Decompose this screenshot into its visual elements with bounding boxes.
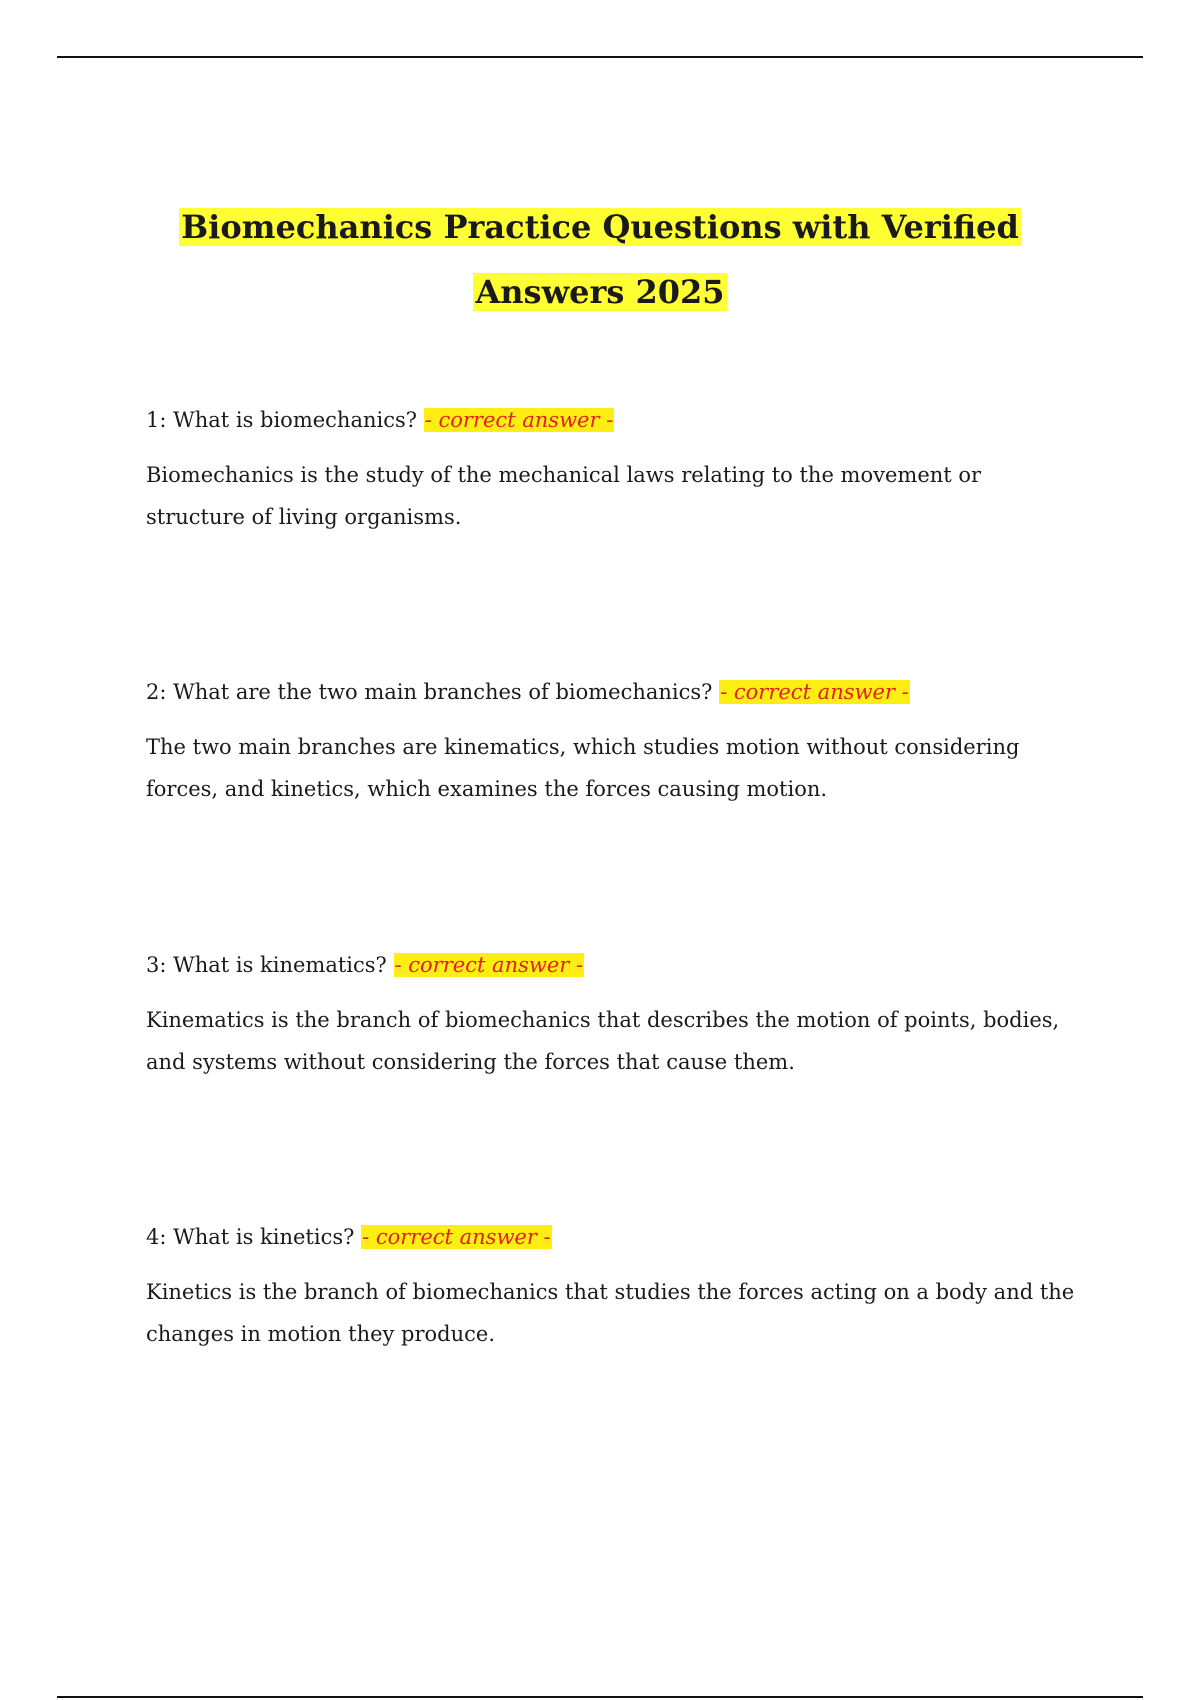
document-title — [100, 195, 1100, 325]
question-text: 2: What are the two main branches of biomechanics? — [146, 680, 713, 704]
title-line-1: Biomechanics Practice Questions with Verified — [181, 208, 1019, 246]
question-2 — [146, 677, 1086, 707]
answer-2: The two main branches are kinematics, which studies motion without considering forces, and kinetics, which examines the forces causing motion. — [146, 735, 1020, 801]
correct-answer-tag: - correct answer - — [720, 680, 909, 704]
question-3 — [146, 950, 1086, 980]
title-line-2: Answers 2025 — [475, 273, 725, 311]
correct-answer-tag: - correct answer - — [394, 953, 584, 977]
qa-item-4 — [146, 1222, 1086, 1355]
answer-4: Kinetics is the branch of biomechanics that studies the forces acting on a body and the changes in motion they produce. — [146, 1280, 1075, 1346]
question-4 — [146, 1222, 1086, 1252]
qa-item-3 — [146, 950, 1086, 1083]
question-text: 3: What is kinematics? — [146, 953, 387, 977]
bottom-rule — [57, 1696, 1143, 1698]
question-1 — [146, 405, 1086, 435]
top-rule — [57, 56, 1143, 58]
correct-answer-tag: - correct answer - — [362, 1225, 551, 1249]
qa-item-2 — [146, 677, 1086, 810]
question-text: 1: What is biomechanics? — [146, 408, 418, 432]
qa-item-1 — [146, 405, 1086, 538]
answer-1: Biomechanics is the study of the mechanical laws relating to the movement or structure of living organisms. — [146, 463, 982, 529]
correct-answer-tag: - correct answer - — [424, 408, 614, 432]
question-text: 4: What is kinetics? — [146, 1225, 355, 1249]
answer-3: Kinematics is the branch of biomechanics that describes the motion of points, bodies, and systems without considering the forces that cause them. — [146, 1008, 1060, 1074]
